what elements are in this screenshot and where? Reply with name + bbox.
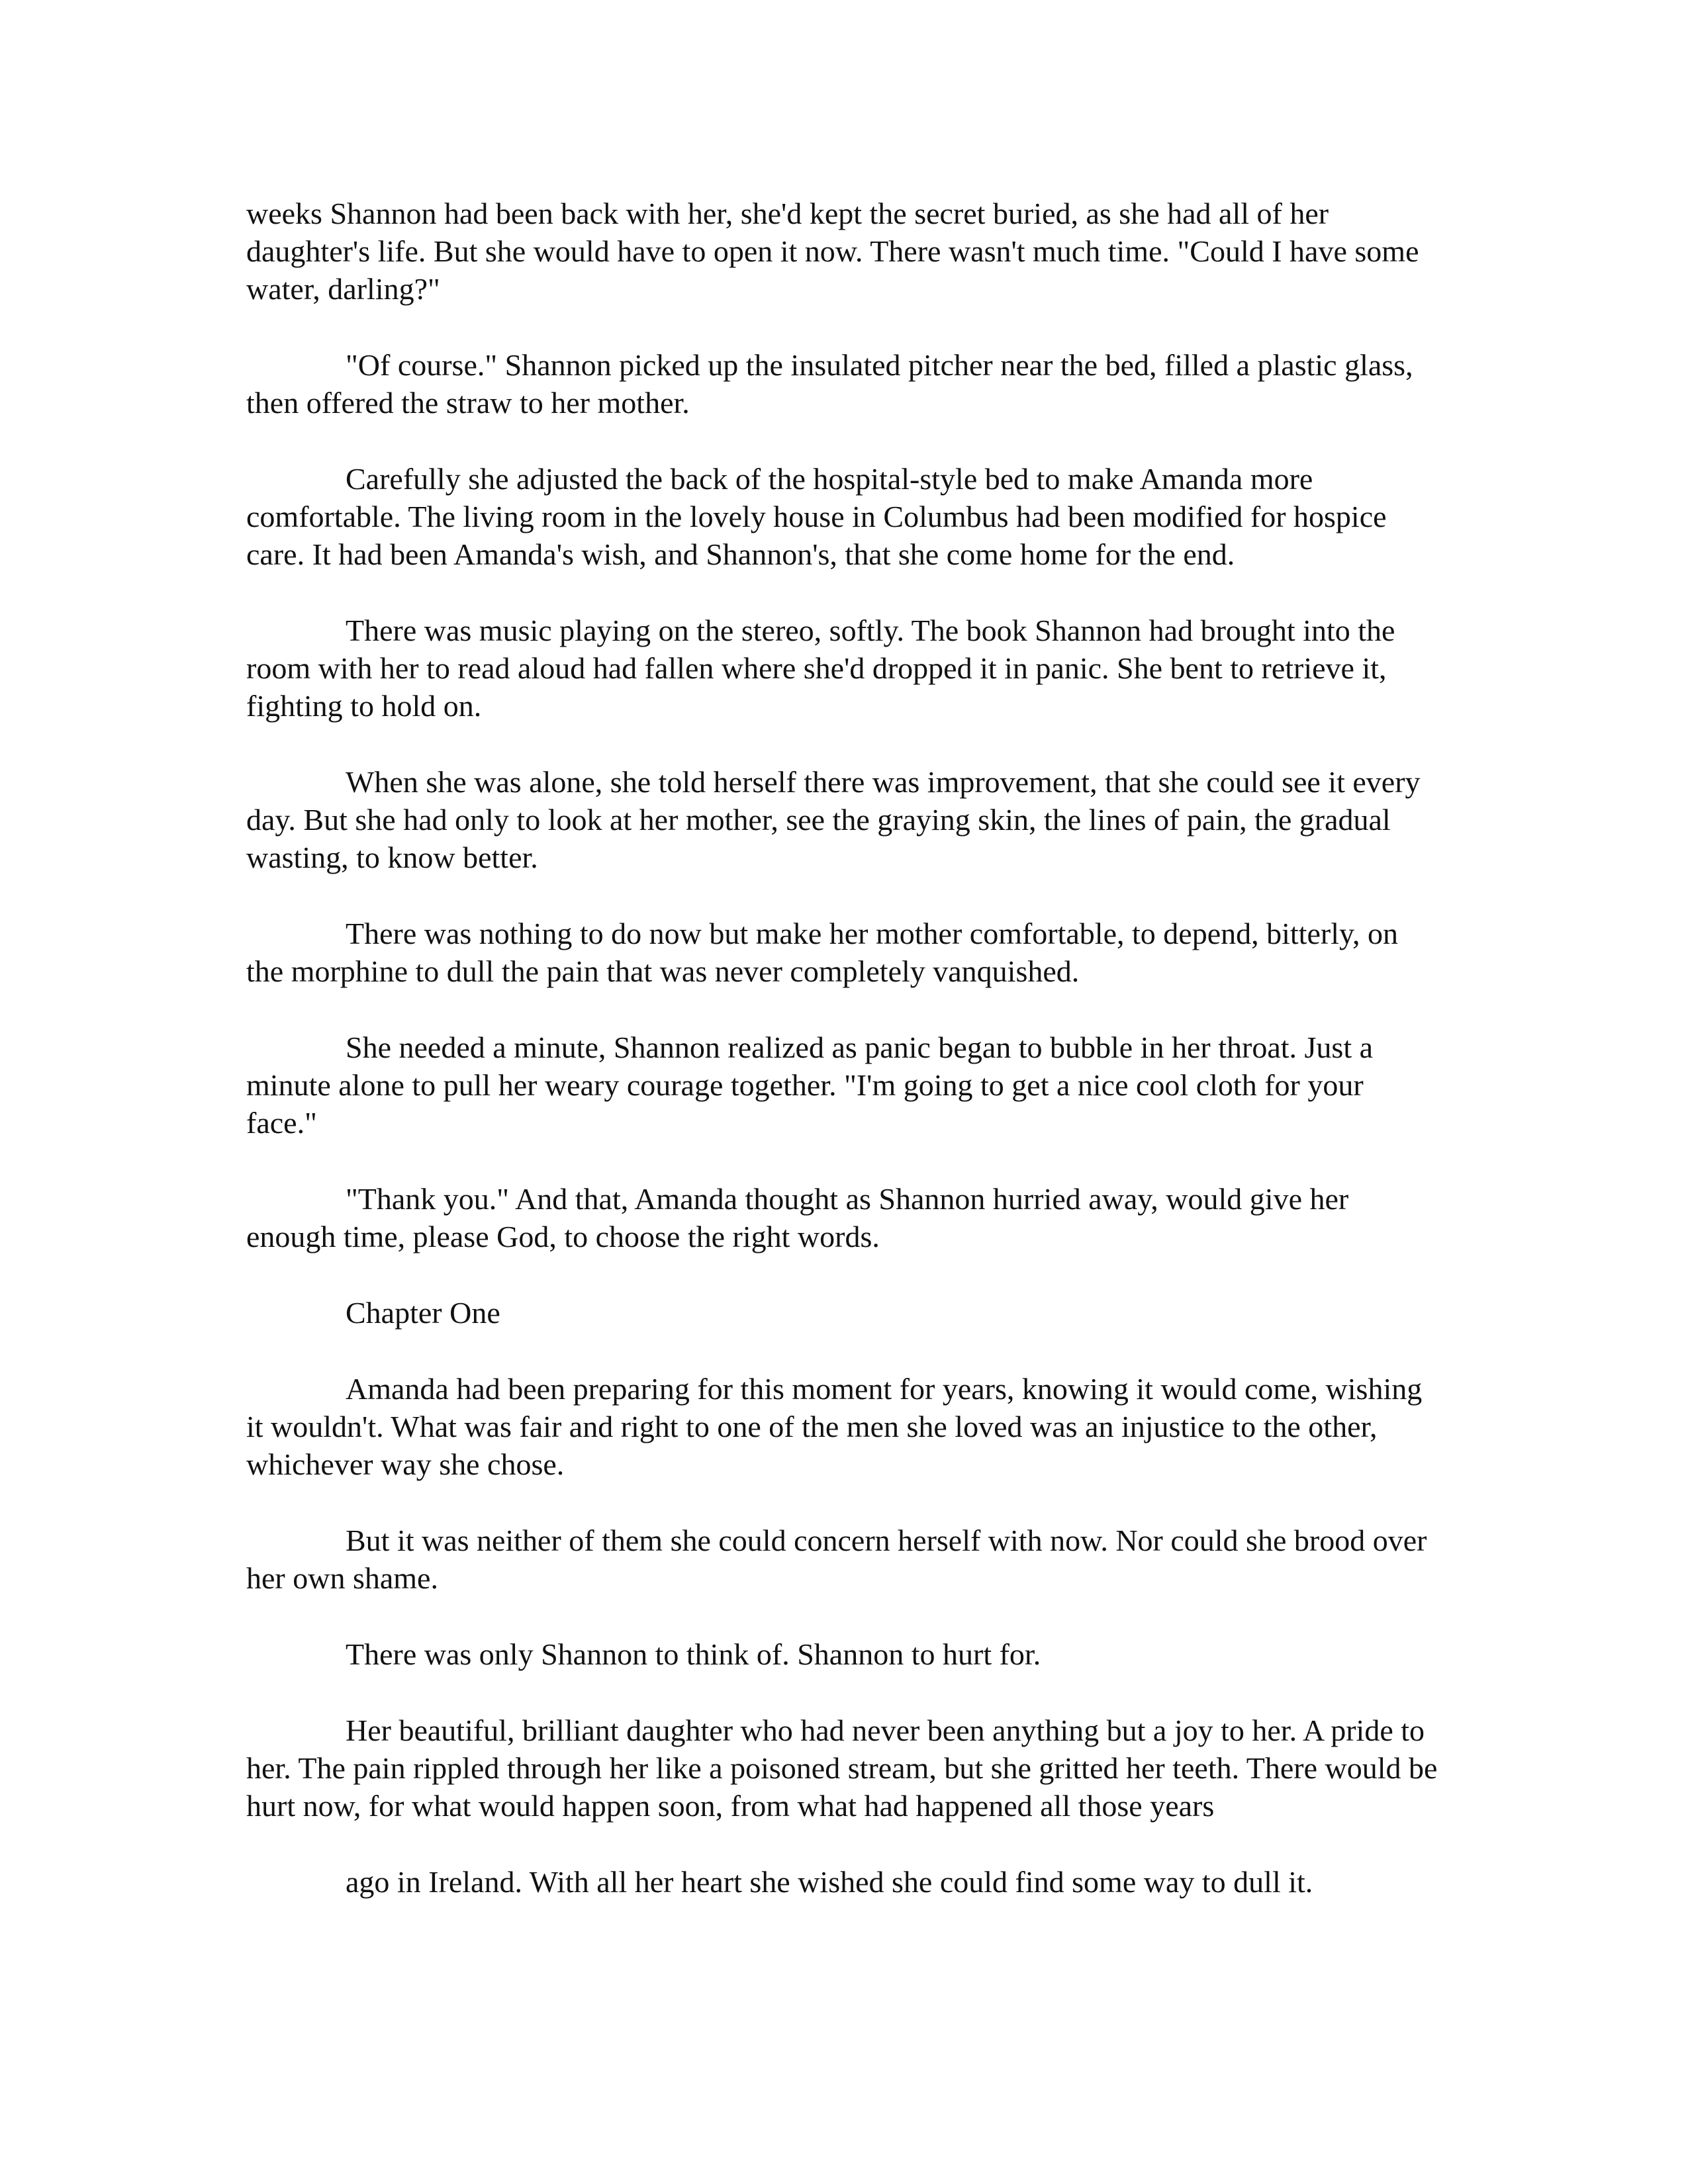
- paragraph-5: When she was alone, she told herself there was improvement, that she could see it every day. But she had only to look at her mother, see the graying skin, the lines of pain, the gradual wasting, to know better.: [246, 765, 1421, 874]
- paragraph-3: Carefully she adjusted the back of the hospital-style bed to make Amanda more comfortable. The living room in the lovely house in Columbus had been modified for hospice care. It had been Amanda's wish, and Shannon's, that she come home for the end.: [246, 462, 1387, 571]
- paragraph-7: She needed a minute, Shannon realized as panic began to bubble in her throat. Just a minute alone to pull her weary courage together. "I'm going to get a nice cool cloth for your face.": [246, 1030, 1374, 1140]
- paragraph-11: There was only Shannon to think of. Shannon to hurt for.: [346, 1637, 1041, 1671]
- paragraph-8: "Thank you." And that, Amanda thought as Shannon hurried away, would give her enough time, please God, to choose the right words.: [246, 1182, 1349, 1253]
- paragraph-1: weeks Shannon had been back with her, she'd kept the secret buried, as she had all of her daughter's life. But she would have to open it now. There wasn't much time. "Could I have some water, darling?": [246, 197, 1419, 306]
- paragraph-2: "Of course." Shannon picked up the insulated pitcher near the bed, filled a plastic glass, then offered the straw to her mother.: [246, 348, 1413, 420]
- paragraph-10: But it was neither of them she could concern herself with now. Nor could she brood over her own shame.: [246, 1524, 1427, 1595]
- paragraph-9: Amanda had been preparing for this moment for years, knowing it would come, wishing it wouldn't. What was fair and right to one of the men she loved was an injustice to the other, whichever way she chose.: [246, 1372, 1423, 1481]
- paragraph-6: There was nothing to do now but make her mother comfortable, to depend, bitterly, on the morphine to dull the pain that was never completely vanquished.: [246, 917, 1398, 988]
- paragraph-13: ago in Ireland. With all her heart she wished she could find some way to dull it.: [346, 1865, 1313, 1899]
- paragraph-12: Her beautiful, brilliant daughter who had never been anything but a joy to her. A pride to her. The pain rippled through her like a poisoned stream, but she gritted her teeth. There would be hurt now, for what would happen soon, from what had happened all those years: [246, 1713, 1438, 1823]
- text-body: [246, 195, 1438, 1939]
- chapter-heading: Chapter One: [346, 1296, 500, 1330]
- paragraph-4: There was music playing on the stereo, softly. The book Shannon had brought into the room with her to read aloud had fallen where she'd dropped it in panic. She bent to retrieve it, fighting to hold on.: [246, 614, 1395, 723]
